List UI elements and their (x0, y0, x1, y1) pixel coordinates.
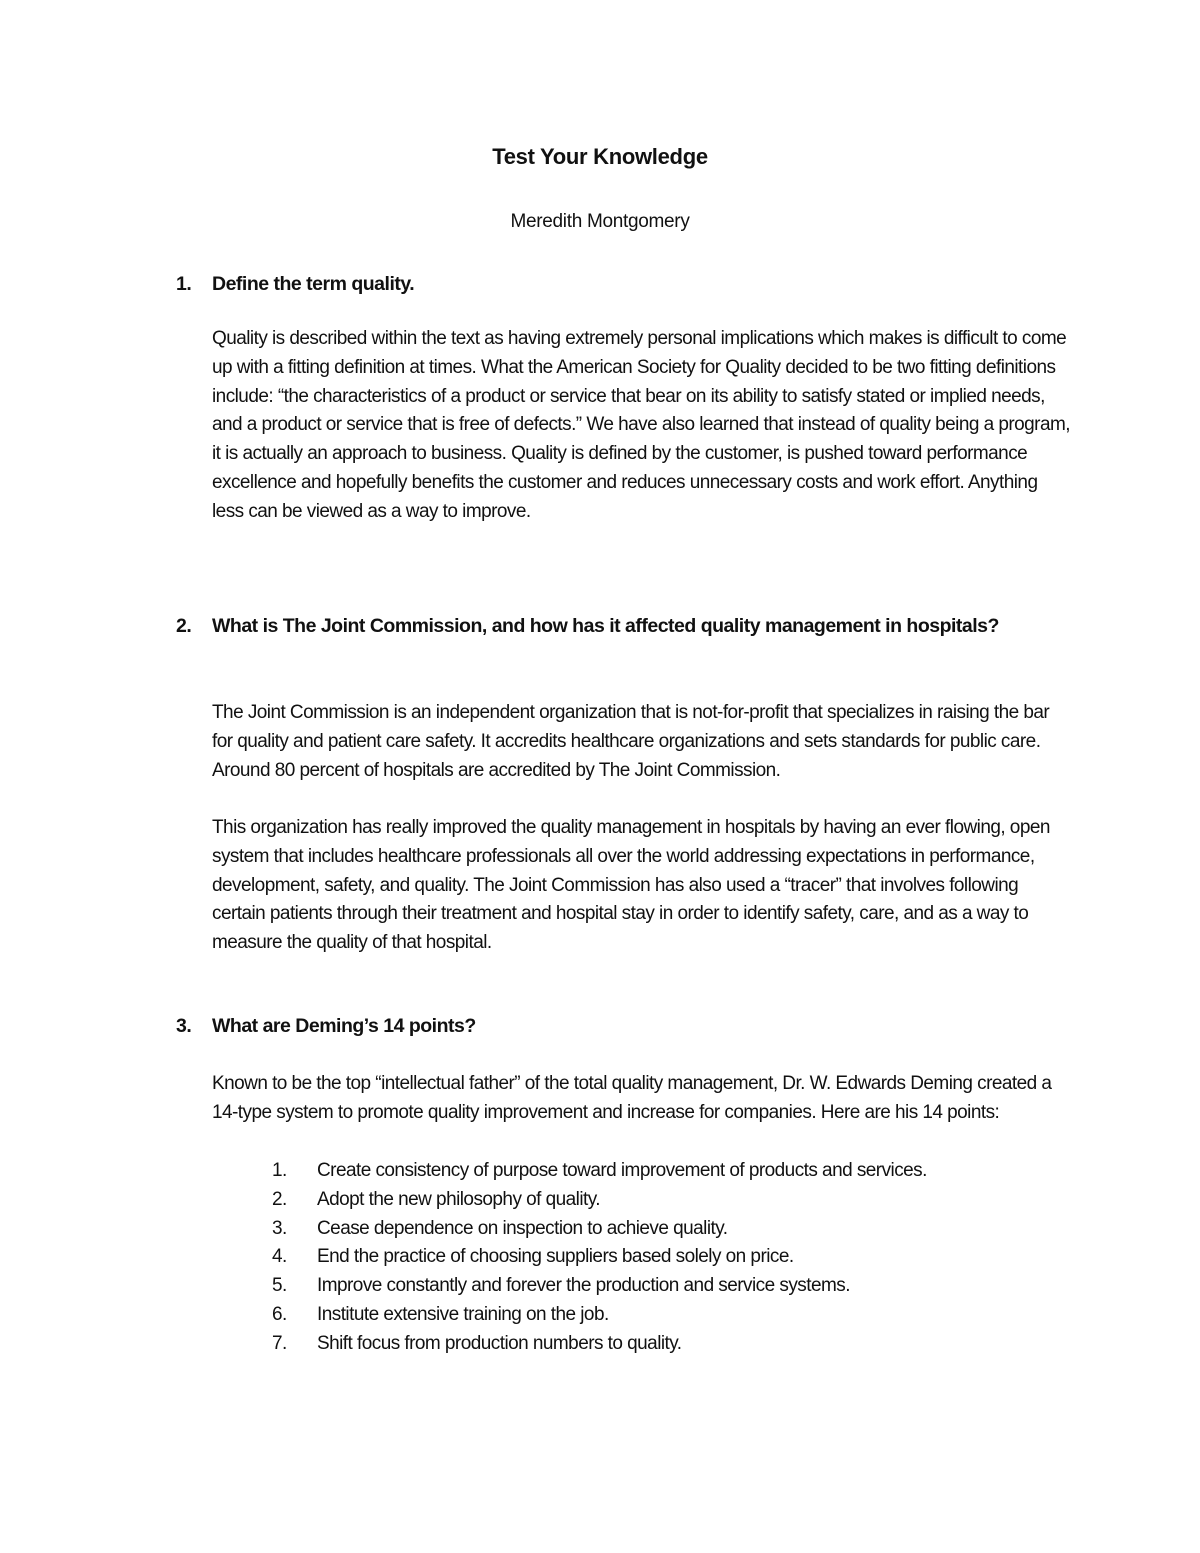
point-number: 2. (272, 1188, 287, 1210)
point-text: Shift focus from production numbers to quality. (317, 1332, 682, 1354)
deming-point (272, 1243, 1061, 1272)
point-number: 5. (272, 1275, 287, 1297)
question-3-heading (176, 1012, 1056, 1041)
question-3-answer-intro: Known to be the top “intellectual father” of the total quality management, Dr. W. Edwards Deming created a 14-type system to promote quality improvement and increase for companies. Here are his 14 points: (212, 1073, 1052, 1123)
point-number: 4. (272, 1246, 287, 1268)
question-2-heading (176, 612, 1056, 641)
document-title: Test Your Knowledge (492, 144, 708, 169)
deming-points-list (272, 1157, 1061, 1359)
question-number: 3. (176, 1015, 192, 1037)
question-text: What is The Joint Commission, and how has it affected quality management in hospitals? (212, 615, 999, 637)
point-number: 1. (272, 1160, 287, 1181)
question-text: Define the term quality. (212, 273, 415, 295)
point-text: Cease dependence on inspection to achieve quality. (317, 1217, 728, 1239)
question-text: What are Deming’s 14 points? (212, 1015, 476, 1037)
point-text: Institute extensive training on the job. (317, 1303, 609, 1325)
question-number: 2. (176, 615, 192, 637)
point-number: 7. (272, 1332, 287, 1354)
point-number: 6. (272, 1303, 287, 1325)
question-2-answer-paragraph-2: This organization has really improved the quality management in hospitals by having an ever flowing, open system that includes healthcare professionals all over the world addressing expectations in performance, development, safety, and quality. The Joint Commission has also used a “tracer” that involves following certain patients through their treatment and hospital stay in order to identify safety, care, and as a way to measure the quality of that hospital. (212, 817, 1050, 954)
point-number: 3. (272, 1217, 287, 1239)
deming-point (272, 1272, 1061, 1301)
question-2-answer-paragraph-1: The Joint Commission is an independent organization that is not-for-profit that specializes in raising the bar for quality and patient care safety. It accredits healthcare organizations and sets standards for public care. Around 80 percent of hospitals are accredited by The Joint Commission. (212, 702, 1050, 781)
point-text: Create consistency of purpose toward improvement of products and services. (317, 1160, 927, 1181)
question-1-heading (176, 270, 1056, 299)
point-text: Improve constantly and forever the production and service systems. (317, 1275, 850, 1297)
deming-point (272, 1215, 1061, 1244)
question-1-answer: Quality is described within the text as having extremely personal implications which makes is difficult to come up with a fitting definition at times. What the American Society for Quality decided to be two fitting definitions include: “the characteristics of a product or service that bear on its ability to satisfy stated or implied needs, and a product or service that is free of defects.” We have also learned that instead of quality being a program, it is actually an approach to business. Quality is defined by the customer, is pushed toward performance excellence and hopefully benefits the customer and reduces unnecessary costs and work effort. Anything less can be viewed as a way to improve. (212, 328, 1070, 522)
point-text: Adopt the new philosophy of quality. (317, 1188, 600, 1210)
deming-point (272, 1330, 1061, 1359)
deming-point (272, 1157, 1061, 1186)
question-number: 1. (176, 273, 192, 295)
document-author: Meredith Montgomery (510, 211, 690, 232)
deming-point (272, 1186, 1061, 1215)
point-text: End the practice of choosing suppliers based solely on price. (317, 1246, 794, 1268)
deming-point (272, 1301, 1061, 1330)
